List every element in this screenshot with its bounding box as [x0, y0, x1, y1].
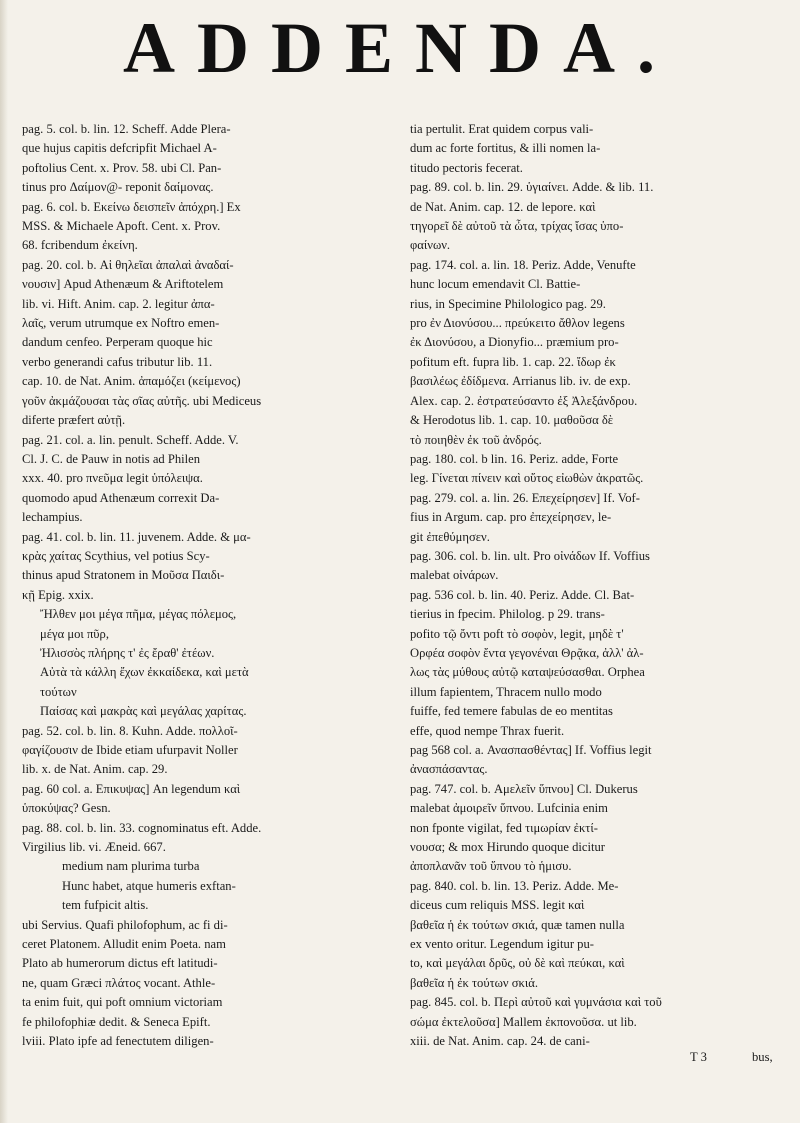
text-line: illum fapientem, Thracem nullo modo	[410, 684, 602, 699]
text-line: pag. 180. col. b lin. 16. Periz. adde, Forte	[410, 451, 619, 466]
text-line: pag. 306. col. b. lin. ult. Pro οἰνάδων If. Voffius	[410, 548, 650, 563]
text-line: que hujus capitis defcripfit Michael A-	[22, 141, 217, 156]
text-line: dandum cenfeo. Perperam quoque hic	[22, 335, 213, 350]
text-line: pag. 5. col. b. lin. 12. Scheff. Adde Plera-	[22, 122, 231, 136]
text-line: medium nam plurima turba	[62, 859, 200, 874]
text-line: fuiffe, fed temere fabulas de eo mentitas	[410, 704, 613, 719]
text-line: malebat οἰνάρων.	[410, 568, 499, 583]
text-line: lviii. Plato ipfe ad fenectutem diligen-	[22, 1034, 214, 1049]
text-line: νουσιν] Apud Athenæum & Ariftotelem	[22, 277, 224, 292]
text-line: pag. 60 col. a. Επικυψας] An legendum καὶ	[22, 781, 241, 796]
text-line: Hunc habet, atque humeris exftan-	[62, 878, 236, 893]
text-line: ubi Servius. Quafi philofophum, ac fi di-	[22, 917, 228, 932]
text-line: leg. Γίνεται πίνειν καὶ οὕτος εἰωθὼν ἀκρατῶς.	[410, 471, 644, 486]
text-line: ne, quam Græci πλάτος vocant. Athle-	[22, 975, 216, 990]
text-line: pag. 20. col. b. Αἱ θηλεῖαι ἀπαλαὶ ἀναδαί-	[22, 257, 234, 272]
text-line: φαίνων.	[410, 238, 451, 253]
text-line: tem fufpicit altis.	[62, 898, 149, 913]
text-line: non fponte vigilat, fed τιμωρίαν ἐκτί-	[410, 820, 598, 835]
text-line: ὑποκύψας? Gesn.	[22, 801, 111, 816]
text-line: Virgilius lib. vi. Æneid. 667.	[22, 840, 166, 855]
text-line: τούτων	[40, 684, 77, 699]
text-line: pag. 88. col. b. lin. 33. cognominatus eft. Adde.	[22, 820, 262, 835]
text-line: pag. 21. col. a. lin. penult. Scheff. Adde. V.	[22, 432, 239, 447]
text-line: pag. 536 col. b. lin. 40. Periz. Adde. Cl. Bat-	[410, 587, 635, 602]
text-line: ἀποπλανᾶν τοῦ ὕπνου τὸ ἡμισυ.	[410, 859, 572, 874]
text-line: pag. 41. col. b. lin. 11. juvenem. Adde. & μα-	[22, 529, 251, 544]
left-column	[22, 120, 394, 1052]
text-line: diceus cum reliquis MSS. legit καὶ	[410, 898, 585, 913]
text-line: lib. x. de Nat. Anim. cap. 29.	[22, 762, 168, 777]
text-line: βαθεῖα ἡ ἐκ τούτων σκιά.	[410, 975, 539, 990]
text-line: rius, in Specimine Philologico pag. 29.	[410, 296, 606, 311]
text-line: lechampius.	[22, 510, 83, 525]
text-line: diferte præfert αὐτῇ.	[22, 413, 126, 428]
text-line: poftolius Cent. x. Prov. 58. ubi Cl. Pan-	[22, 160, 222, 175]
text-line: γοῦν ἀκμάζουσαι τὰς σῖας αὐτῆς. ubi Mediceus	[22, 393, 262, 408]
text-line: Ἠλισσὸς πλήρης τ' ἐς ἔραθ' ἐτέων.	[40, 645, 215, 660]
text-line: τηγορεῖ δὲ αὐτοῦ τὰ ὦτα, τρίχας ἴσας ὑπο-	[410, 219, 624, 234]
signature-mark: T 3	[690, 1050, 707, 1064]
text-line: ἀνασπάσαντας.	[410, 762, 488, 777]
text-line: φαγίζουσιν de Ibide etiam ufurpavit Noller	[22, 743, 238, 757]
text-line: Alex. cap. 2. ἐστρατεύσαντο ἐξ Ἀλεξάνδρου.	[410, 393, 638, 408]
text-line: fe philofophiæ dedit. & Seneca Epift.	[22, 1014, 211, 1029]
text-line: Cl. J. C. de Pauw in notis ad Philen	[22, 451, 201, 466]
text-line: pofitum eft. fupra lib. 1. cap. 22. ἴδωρ ἐκ	[410, 354, 616, 369]
text-line: pag. 6. col. b. Εκείνω δεισπεῖν ἀπόχρη.] Ex	[22, 199, 241, 214]
text-line: xiii. de Nat. Anim. cap. 24. de cani-	[410, 1034, 590, 1049]
text-line: pro ἐν Διονύσου... πρεύκειτο ἄθλον legens	[410, 316, 625, 331]
text-line: λαῖς, verum utrumque ex Noftro emen-	[22, 316, 220, 331]
text-line: Αὐτὰ τὰ κάλλη ἔχων ἐκκαίδεκα, καὶ μετὰ	[40, 665, 249, 680]
text-line: pag. 747. col. b. Αμελεῖν ὕπνου] Cl. Dukerus	[410, 781, 638, 796]
text-line: titudo pectoris fecerat.	[410, 160, 523, 175]
text-line: ceret Platonem. Alludit enim Poeta. nam	[22, 937, 226, 952]
text-line: tinus pro Δαίμον@- reponit δαίμονας.	[22, 180, 214, 195]
text-line: ex vento oritur. Legendum igitur pu-	[410, 937, 594, 952]
text-line: to, καὶ μεγάλαι δρῦς, οὐ δὲ καὶ πεύκαι, καὶ	[410, 956, 625, 971]
text-line: cap. 10. de Nat. Anim. ἀπαμόζει (κείμενος)	[22, 374, 241, 389]
text-line: pag. 174. col. a. lin. 18. Periz. Adde, Venufte	[410, 257, 636, 272]
text-line: dum ac forte fortitus, & illi nomen la-	[410, 141, 601, 156]
text-line: & Herodotus lib. 1. cap. 10. μαθοῦσα δὲ	[410, 413, 614, 428]
text-line: Ορφέα σοφὸν ἔντα γεγονέναι Θρᾷκα, ἀλλ' ἀλ-	[410, 645, 644, 660]
text-line: λως τὰς μύθους αὐτῷ καταψεύσασθαι. Orphea	[410, 665, 645, 680]
text-line: hunc locum emendavit Cl. Battie-	[410, 277, 581, 292]
text-line: νουσα; & mox Hirundo quoque dicitur	[410, 840, 605, 855]
text-line: ta enim fuit, qui poft omnium victoriam	[22, 995, 223, 1010]
text-line: MSS. & Michaele Apoft. Cent. x. Prov.	[22, 219, 221, 234]
right-column	[410, 120, 782, 1052]
binding-edge	[0, 0, 8, 1123]
text-line: pag. 89. col. b. lin. 29. ὑγιαίνει. Adde. & lib. 11.	[410, 180, 654, 195]
text-line: tia pertulit. Erat quidem corpus vali-	[410, 122, 594, 136]
text-line: μέγα μοι πῦρ,	[40, 626, 109, 641]
page-title: ADDENDA.	[123, 8, 677, 88]
text-line: pag 568 col. a. Ανασπασθέντας] If. Voffius legit	[410, 743, 652, 757]
text-line: malebat ἀμοιρεῖν ὕπνου. Lufcinia enim	[410, 801, 608, 816]
text-line: Παίσας καὶ μακρὰς καὶ μεγάλας χαρίτας.	[40, 704, 247, 719]
text-line: Plato ab humerorum dictus eft latitudi-	[22, 956, 218, 971]
text-line: xxx. 40. pro πνεῦμα legit ὑπόλειψα.	[22, 471, 203, 486]
catchword: bus,	[752, 1050, 773, 1064]
text-line: pag. 845. col. b. Περὶ αὐτοῦ καὶ γυμνάσια καὶ τοῦ	[410, 995, 662, 1010]
text-line: pag. 52. col. b. lin. 8. Kuhn. Adde. πολλοῖ-	[22, 723, 238, 738]
text-line: quomodo apud Athenæum correxit Da-	[22, 490, 220, 505]
text-line: βαθεῖα ἡ ἐκ τούτων σκιά, quæ tamen nulla	[410, 917, 625, 932]
text-line: τὸ ποιηθὲν ἐκ τοῦ ἀνδρός.	[410, 432, 542, 447]
text-line: de Nat. Anim. cap. 12. de lepore. καὶ	[410, 199, 596, 214]
text-line: κρὰς χαίτας Scythius, vel potius Scy-	[22, 548, 210, 563]
text-line: pofito τῷ ὄντι poft τὸ σοφὸν, legit, μηδὲ τ'	[410, 626, 624, 641]
text-line: tierius in fpecim. Philolog. p 29. trans-	[410, 607, 605, 622]
text-line: 68. fcribendum ἐκείνη.	[22, 238, 138, 253]
text-line: lib. vi. Hift. Anim. cap. 2. legitur ἀπα-	[22, 296, 215, 311]
text-line: fius in Argum. cap. pro ἐπεχείρησεν, le-	[410, 510, 612, 525]
text-line: thinus apud Stratonem in Μοῦσα Παιδι-	[22, 568, 225, 583]
text-line: pag. 279. col. a. lin. 26. Επεχείρησεν] If. Vof-	[410, 490, 640, 505]
text-line: κῇ Epig. xxix.	[22, 587, 94, 602]
text-line: ἐκ Διονύσου, a Dionyfio... præmium pro-	[410, 335, 619, 350]
text-line: σώμα ἐκτελοῦσα] Mallem ἐκπονοῦσα. ut lib.	[410, 1014, 637, 1029]
text-line: verbo generandi cafus tributur lib. 11.	[22, 354, 213, 369]
text-line: effe, quod nempe Thrax fuerit.	[410, 723, 565, 738]
text-line: git ἐπεθύμησεν.	[410, 529, 490, 544]
text-line: βασιλέως ἐδίδμενα. Arrianus lib. iv. de exp.	[410, 374, 631, 389]
text-line: pag. 840. col. b. lin. 13. Periz. Adde. Me-	[410, 878, 619, 893]
text-line: Ἤλθεν μοι μέγα πῆμα, μέγας πόλεμος,	[40, 607, 237, 622]
